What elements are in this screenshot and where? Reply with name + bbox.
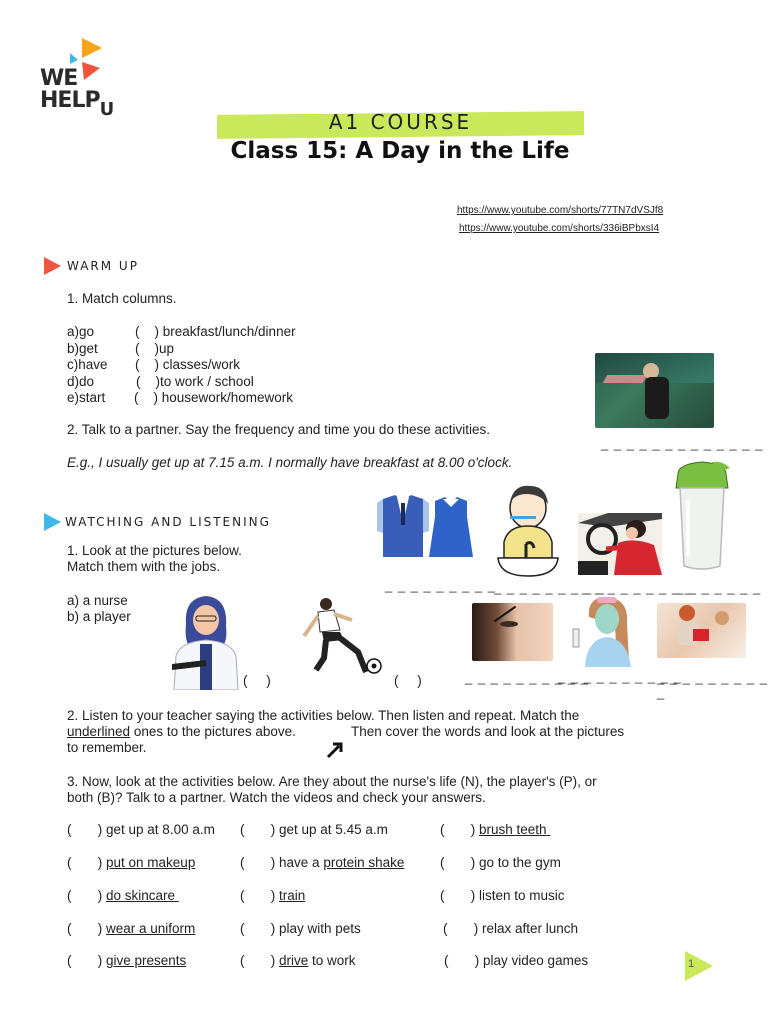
answer-blank: _ _ _ _ _ _ _ _ _ [385, 578, 496, 593]
activity-item: ( ) brush teeth [440, 822, 551, 837]
nurse-picture [166, 594, 246, 690]
activity-item: ( ) play with pets [240, 921, 361, 936]
answer-blank: _ _ _ _ _ _ _ _ _ [494, 580, 605, 595]
watching-q1-line1: 1. Look at the pictures below. [67, 543, 242, 558]
answer-blank: _ _ _ _ _ _ _ _ _ _ [465, 670, 589, 685]
activity-item: ( ) wear a uniform [67, 921, 196, 936]
watching-q2-line1: 2. Listen to your teacher saying the activities below. Then listen and repeat. Match the [67, 708, 580, 723]
picture-training [595, 353, 714, 428]
protein-shaker-picture [672, 460, 734, 572]
job-nurse: a) a nurse [67, 593, 128, 608]
watching-q2-line3: to remember. [67, 740, 147, 755]
skincare-picture [567, 595, 637, 667]
activity-item: ( ) have a protein shake [240, 855, 405, 870]
warmup-q1: 1. Match columns. [67, 291, 177, 306]
activity-item: ( ) do skincare [67, 888, 179, 903]
answer-paren[interactable]: ( ) [243, 673, 271, 688]
video-link-1[interactable]: https://www.youtube.com/shorts/77TN7dVSJf8 [457, 205, 664, 216]
answer-blank: _ _ _ _ _ _ _ _ _ _ _ _ _ [601, 436, 764, 451]
activity-item: ( ) go to the gym [440, 855, 561, 870]
brush-teeth-picture [490, 482, 562, 580]
logo-we: WE [40, 66, 78, 91]
section-warm-up: WARM UP [67, 259, 139, 273]
activity-item: ( ) relax after lunch [443, 921, 579, 936]
answer-blank: _ _ _ _ _ _ _ _ _ _ [657, 670, 768, 700]
activity-item: ( ) put on makeup [67, 855, 196, 870]
match-row: b)get ( )up [67, 340, 175, 356]
section-watching-listening: WATCHING AND LISTENING [65, 515, 271, 529]
watching-q1-line2: Match them with the jobs. [67, 559, 221, 574]
activity-item: ( ) give presents [67, 953, 187, 968]
arrow-up-right-icon [325, 740, 345, 760]
match-row: d)do ( )to work / school [67, 373, 254, 389]
answer-blank: _ _ _ _ _ _ _ _ _ _ [558, 669, 682, 684]
video-link-2[interactable]: https://www.youtube.com/shorts/336iBPbxsI4 [459, 223, 660, 234]
watching-q2-line2: underlined ones to the pictures above. [67, 724, 296, 739]
watching-q3-line1: 3. Now, look at the activities below. Are they about the nurse's life (N), the player's (P), or [67, 774, 597, 789]
page-number: 1 [688, 958, 695, 970]
watching-q3-line2: both (B)? Talk to a partner. Watch the videos and check your answers. [67, 790, 486, 805]
match-row: a)go ( ) breakfast/lunch/dinner [67, 324, 296, 339]
course-title: A1 COURSE [328, 110, 473, 134]
warmup-q2: 2. Talk to a partner. Say the frequency and time you do these activities. [67, 422, 490, 437]
match-columns [67, 324, 296, 407]
makeup-picture [472, 603, 553, 661]
answer-blank: _ _ _ _ _ _ _ [676, 580, 762, 595]
play-triangle-icon [42, 256, 62, 276]
answer-paren[interactable]: ( ) [394, 673, 422, 688]
page-title: Class 15: A Day in the Life [230, 138, 570, 164]
present-picture [657, 603, 746, 658]
football-player-picture [300, 596, 390, 684]
driving-picture [578, 513, 662, 575]
activity-item: ( ) drive to work [240, 953, 356, 968]
uniform-picture [375, 493, 475, 561]
activity-item: ( ) get up at 5.45 a.m [240, 822, 388, 837]
logo [38, 36, 118, 126]
answer-blank: _ _ _ _ _ _ _ _ _ [582, 580, 693, 595]
activity-item: ( ) train [240, 888, 306, 903]
match-row: e)start ( ) housework/homework [67, 390, 294, 405]
match-row: c)have ( ) classes/work [67, 357, 241, 372]
play-triangle-icon [42, 512, 62, 532]
logo-help: $HELP_U$ [40, 88, 114, 120]
watching-q2-line2b: Then cover the words and look at the pictures [351, 724, 625, 739]
activity-item: ( ) get up at 8.00 a.m [67, 822, 215, 837]
activity-item: ( ) play video games [444, 953, 589, 968]
activity-item: ( ) listen to music [440, 888, 565, 903]
warmup-example: E.g., I usually get up at 7.15 a.m. I normally have breakfast at 8.00 o'clock. [67, 455, 513, 470]
job-player: b) a player [67, 609, 131, 624]
